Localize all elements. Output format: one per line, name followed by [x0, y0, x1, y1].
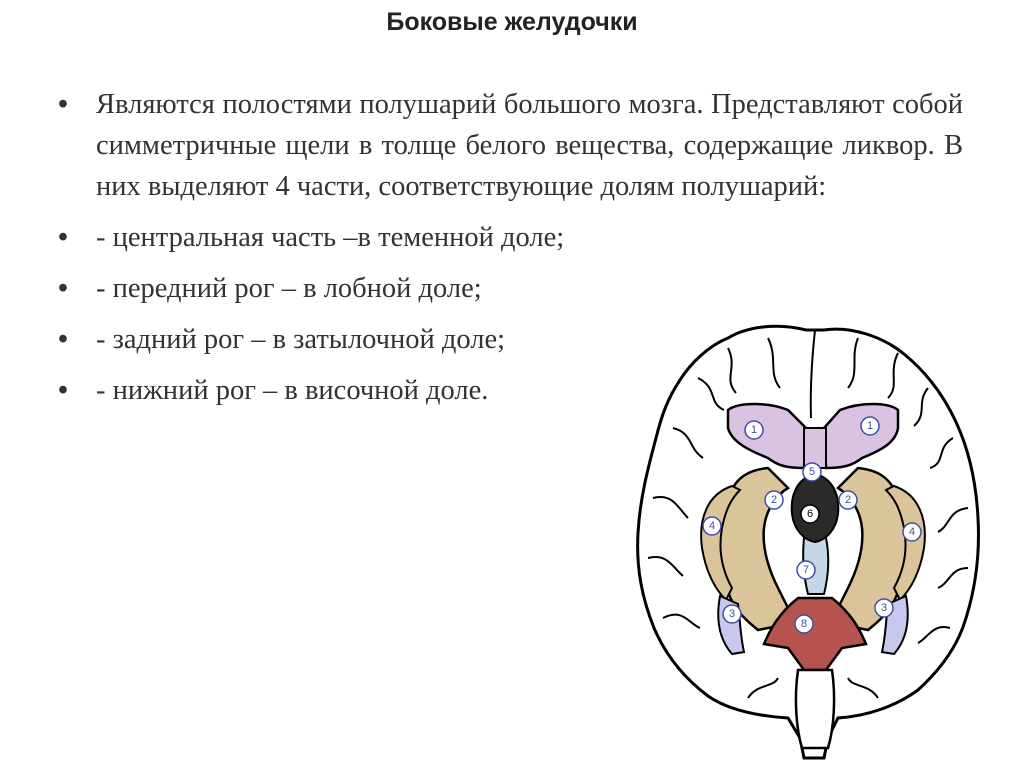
svg-text:2: 2 — [770, 494, 778, 506]
svg-text:4: 4 — [908, 526, 916, 538]
bullet-marker: • — [58, 88, 68, 120]
label-5 — [803, 463, 821, 481]
svg-text:2: 2 — [844, 494, 852, 506]
label-8 — [795, 615, 813, 633]
svg-text:8: 8 — [800, 618, 808, 630]
bullet-anterior-horn — [58, 268, 656, 309]
bullet-text: - центральная часть –в теменной доле; — [96, 222, 565, 253]
label-4-right — [903, 523, 921, 541]
svg-text:3: 3 — [880, 602, 888, 614]
bullet-text: - нижний рог – в височной доле. — [96, 375, 489, 406]
label-6 — [801, 505, 819, 523]
bullet-inferior-horn — [58, 370, 656, 411]
svg-text:1: 1 — [866, 420, 874, 432]
bullet-posterior-horn — [58, 319, 656, 360]
label-3-left — [723, 605, 741, 623]
bullet-marker: • — [58, 374, 68, 406]
bullet-marker: • — [58, 221, 68, 253]
bullet-text: - передний рог – в лобной доле; — [96, 273, 482, 304]
label-2-right — [839, 491, 857, 509]
brain-ventricles-diagram — [628, 318, 988, 764]
label-1-right — [861, 417, 879, 435]
svg-text:6: 6 — [806, 508, 814, 520]
third-ventricle-upper — [804, 428, 826, 468]
label-1-left — [745, 421, 763, 439]
brainstem — [796, 670, 834, 748]
label-2-left — [765, 491, 783, 509]
svg-text:5: 5 — [808, 466, 816, 478]
label-4-left — [703, 517, 721, 535]
svg-text:4: 4 — [708, 520, 716, 532]
bullet-intro — [58, 84, 963, 207]
bullet-marker: • — [58, 323, 68, 355]
label-7 — [797, 561, 815, 579]
bullet-marker: • — [58, 272, 68, 304]
svg-text:7: 7 — [802, 564, 810, 576]
svg-text:1: 1 — [750, 424, 758, 436]
bullet-text: - задний рог – в затылочной доле; — [96, 324, 506, 355]
bullet-text: Являются полостями полушарий большого мозга. Представляют собой симметричные щели в толще белого вещества, содержащие ликвор. В них выделяют 4 части, соответствующие долям полушарий: — [96, 89, 963, 202]
bullet-central-part — [58, 217, 656, 258]
slide-title: Боковые желудочки — [386, 8, 638, 36]
svg-text:3: 3 — [728, 608, 736, 620]
label-3-right — [875, 599, 893, 617]
